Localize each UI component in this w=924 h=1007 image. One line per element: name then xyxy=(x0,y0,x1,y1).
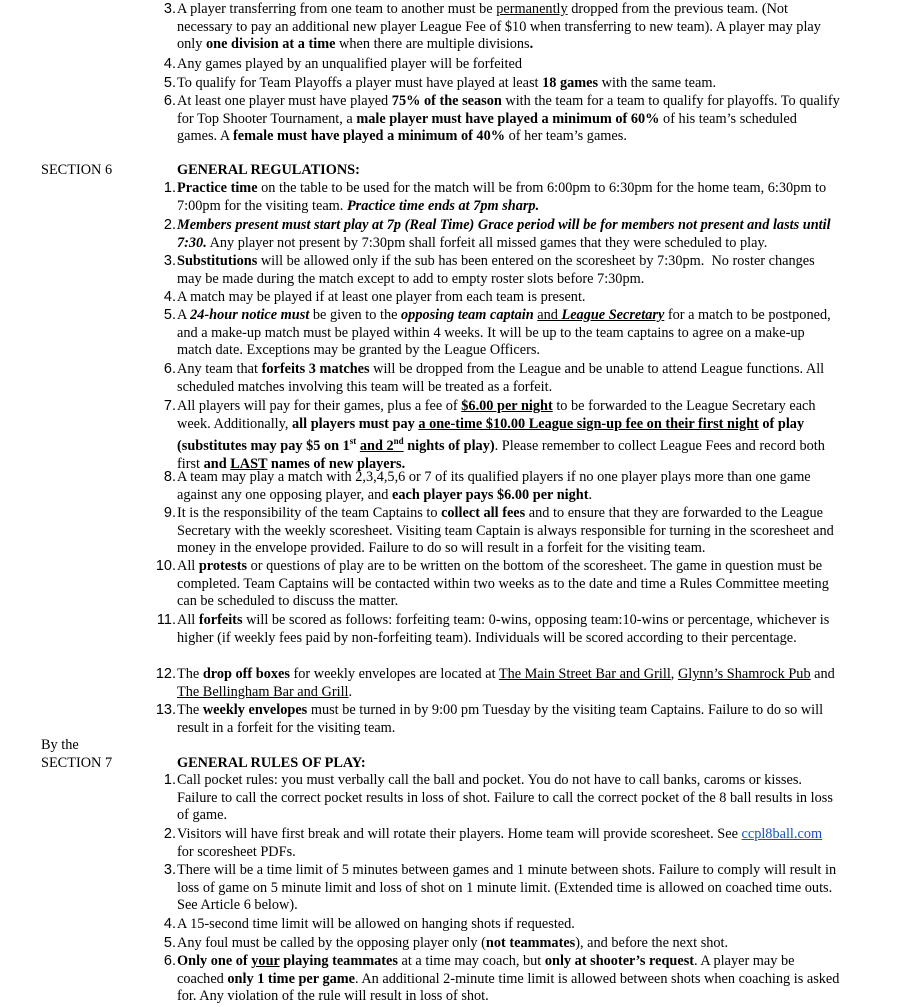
item-text: Any games played by an unqualified player will be forfeited xyxy=(177,56,522,72)
list-item xyxy=(150,398,840,473)
item-text: It is the responsibility of the team Captains to collect all fees and to ensure that they are forwarded to the League Secretary with the weekly scoresheet. Visiting team Captain is always responsible for turning in the scoresheet and money in the envelope provided. Failure to do so will result in a forfeit for the visiting team. xyxy=(177,505,834,557)
list-item xyxy=(150,75,840,93)
item-number: 6. xyxy=(163,93,176,109)
item-text: There will be a time limit of 5 minutes between games and 1 minute between shots. Failure to comply will result in loss of game on 5 minute limit and loss of shot on 1 minute limit. (Extended time is allowed on coached time outs. See Article 6 below). xyxy=(177,862,837,914)
item-text: The drop off boxes for weekly envelopes are located at The Main Street Bar and Grill, Glynn’s Shamrock Pub and The Bellingham Bar and Grill. xyxy=(177,666,835,700)
item-text: At least one player must have played 75% of the season with the team for a team to qualify for playoffs. To qualify for Top Shooter Tournament, a male player must have played a minimum of 60% of his team’s scheduled games. A female must have played a minimum of 40% of her team’s games. xyxy=(177,93,840,145)
item-number: 13. xyxy=(155,702,176,718)
section-7-label: SECTION 7 xyxy=(41,755,113,771)
item-number: 12. xyxy=(155,666,176,682)
item-text: All forfeits will be scored as follows: forfeiting team: 0-wins, opposing team:10-wins or percentage, whichever is higher (if weekly fees paid by non-forfeiting team). Individuals will be scored according to their percentage. xyxy=(177,612,830,646)
item-text: All protests or questions of play are to be written on the bottom of the scoresheet. The game in question must be completed. Team Captains will be contacted within two weeks as to the date and time a Rules Committee meeting can be scheduled to discuss the matter. xyxy=(177,558,829,610)
list-item xyxy=(150,469,840,504)
item-text: All players will pay for their games, plus a fee of $6.00 per night to be forwarded to the League Secretary each week. Additionally, all players must pay a one-time $10.00 League sign-up fee on their first night of play (substitutes may pay $5 on 1st and 2nd nights of play). Please remember to collect League Fees and record both first and LAST names of new players. xyxy=(177,398,825,472)
item-number: 7. xyxy=(163,398,176,414)
list-item xyxy=(150,253,840,288)
item-text: A team may play a match with 2,3,4,5,6 or 7 of its qualified players if no one player plays more than one game against any one opposing player, and each player pays $6.00 per night. xyxy=(177,469,811,503)
section-6-label: SECTION 6 xyxy=(41,162,113,178)
list-item xyxy=(150,56,840,74)
list-item xyxy=(150,935,840,953)
list-item xyxy=(150,612,840,647)
item-number: 11. xyxy=(156,612,176,628)
item-number: 5. xyxy=(163,307,176,323)
item-text: A 15-second time limit will be allowed on hanging shots if requested. xyxy=(177,916,575,932)
item-text: Any team that forfeits 3 matches will be dropped from the League and be unable to attend League functions. All scheduled matches involving this team will be treated as a forfeit. xyxy=(177,361,825,395)
item-number: 4. xyxy=(163,916,176,932)
item-number: 5. xyxy=(163,75,176,91)
item-number: 3. xyxy=(163,1,176,17)
item-number: 8. xyxy=(163,469,176,485)
item-text: A 24-hour notice must be given to the opposing team captain and League Secretary for a match to be postponed, and a make-up match must be played within 4 weeks. It will be up to the team captains to agree on a make-up match date. Exceptions may be granted by the League Officers. xyxy=(177,307,831,359)
item-number: 6. xyxy=(163,953,176,969)
item-number: 2. xyxy=(163,826,176,842)
item-number: 3. xyxy=(163,862,176,878)
list-item xyxy=(150,217,840,252)
item-number: 1. xyxy=(163,180,176,196)
item-number: 4. xyxy=(163,56,176,72)
list-item xyxy=(150,307,840,360)
list-item xyxy=(150,558,840,611)
item-number: 4. xyxy=(163,289,176,305)
item-text: Call pocket rules: you must verbally call the ball and pocket. You do not have to call banks, caroms or kisses. Failure to call the correct pocket results in loss of shot. Failure to call the correct pocket of the 8 ball results in loss of game. xyxy=(177,772,833,824)
list-item xyxy=(150,180,840,215)
item-text: Members present must start play at 7p (Real Time) Grace period will be for members not present and lasts until 7:30. Any player not present by 7:30pm shall forfeit all missed games that they were scheduled to play. xyxy=(177,217,831,251)
item-text: A match may be played if at least one player from each team is present. xyxy=(177,289,586,305)
item-number: 2. xyxy=(163,217,176,233)
list-item xyxy=(150,505,840,558)
list-item xyxy=(150,772,840,825)
item-number: 1. xyxy=(163,772,176,788)
item-number: 9. xyxy=(163,505,176,521)
list-item xyxy=(150,361,840,396)
list-item xyxy=(150,93,840,146)
list-item xyxy=(150,862,840,915)
section-7-heading: GENERAL RULES OF PLAY: xyxy=(177,755,366,771)
item-text: Any foul must be called by the opposing player only (not teammates), and before the next shot. xyxy=(177,935,729,951)
section-7-prefix: By the xyxy=(41,737,79,753)
section-6-heading: GENERAL REGULATIONS: xyxy=(177,162,360,178)
item-text: Only one of your playing teammates at a time may coach, but only at shooter’s request. A player may be coached only 1 time per game. An additional 2-minute time limit is allowed between shots when coaching is asked for. Any violation of the rule will result in loss of shot. xyxy=(177,953,840,1005)
list-item xyxy=(150,826,840,861)
item-number: 5. xyxy=(163,935,176,951)
item-number: 3. xyxy=(163,253,176,269)
item-number: 6. xyxy=(163,361,176,377)
item-text: A player transferring from one team to another must be permanently dropped from the previous team. (Not necessary to pay an additional new player League Fee of $10 when transferring to new team). A player may play only one division at a time when there are multiple divisions. xyxy=(177,1,821,53)
item-text: Substitutions will be allowed only if the sub has been entered on the scoresheet by 7:30pm. No roster changes may be made during the match except to add to empty roster slots before 7:30pm. xyxy=(177,253,815,287)
list-item xyxy=(150,666,840,701)
list-item xyxy=(150,1,840,54)
item-text: Visitors will have first break and will rotate their players. Home team will provide scoresheet. See ccpl8ball.com for scoresheet PDFs. xyxy=(177,826,823,860)
item-text: Practice time on the table to be used for the match will be from 6:00pm to 6:30pm for the home team, 6:30pm to 7:00pm for the visiting team. Practice time ends at 7pm sharp. xyxy=(177,180,827,214)
list-item xyxy=(150,916,840,934)
list-item xyxy=(150,953,840,1006)
item-text: To qualify for Team Playoffs a player must have played at least 18 games with the same team. xyxy=(177,75,717,91)
website-link[interactable]: ccpl8ball.com xyxy=(741,826,823,842)
item-text: The weekly envelopes must be turned in by 9:00 pm Tuesday by the visiting team Captains. Failure to do so will result in a forfeit for the visiting team. xyxy=(177,702,824,736)
list-item xyxy=(150,289,840,307)
item-number: 10. xyxy=(155,558,176,574)
list-item xyxy=(150,702,840,737)
